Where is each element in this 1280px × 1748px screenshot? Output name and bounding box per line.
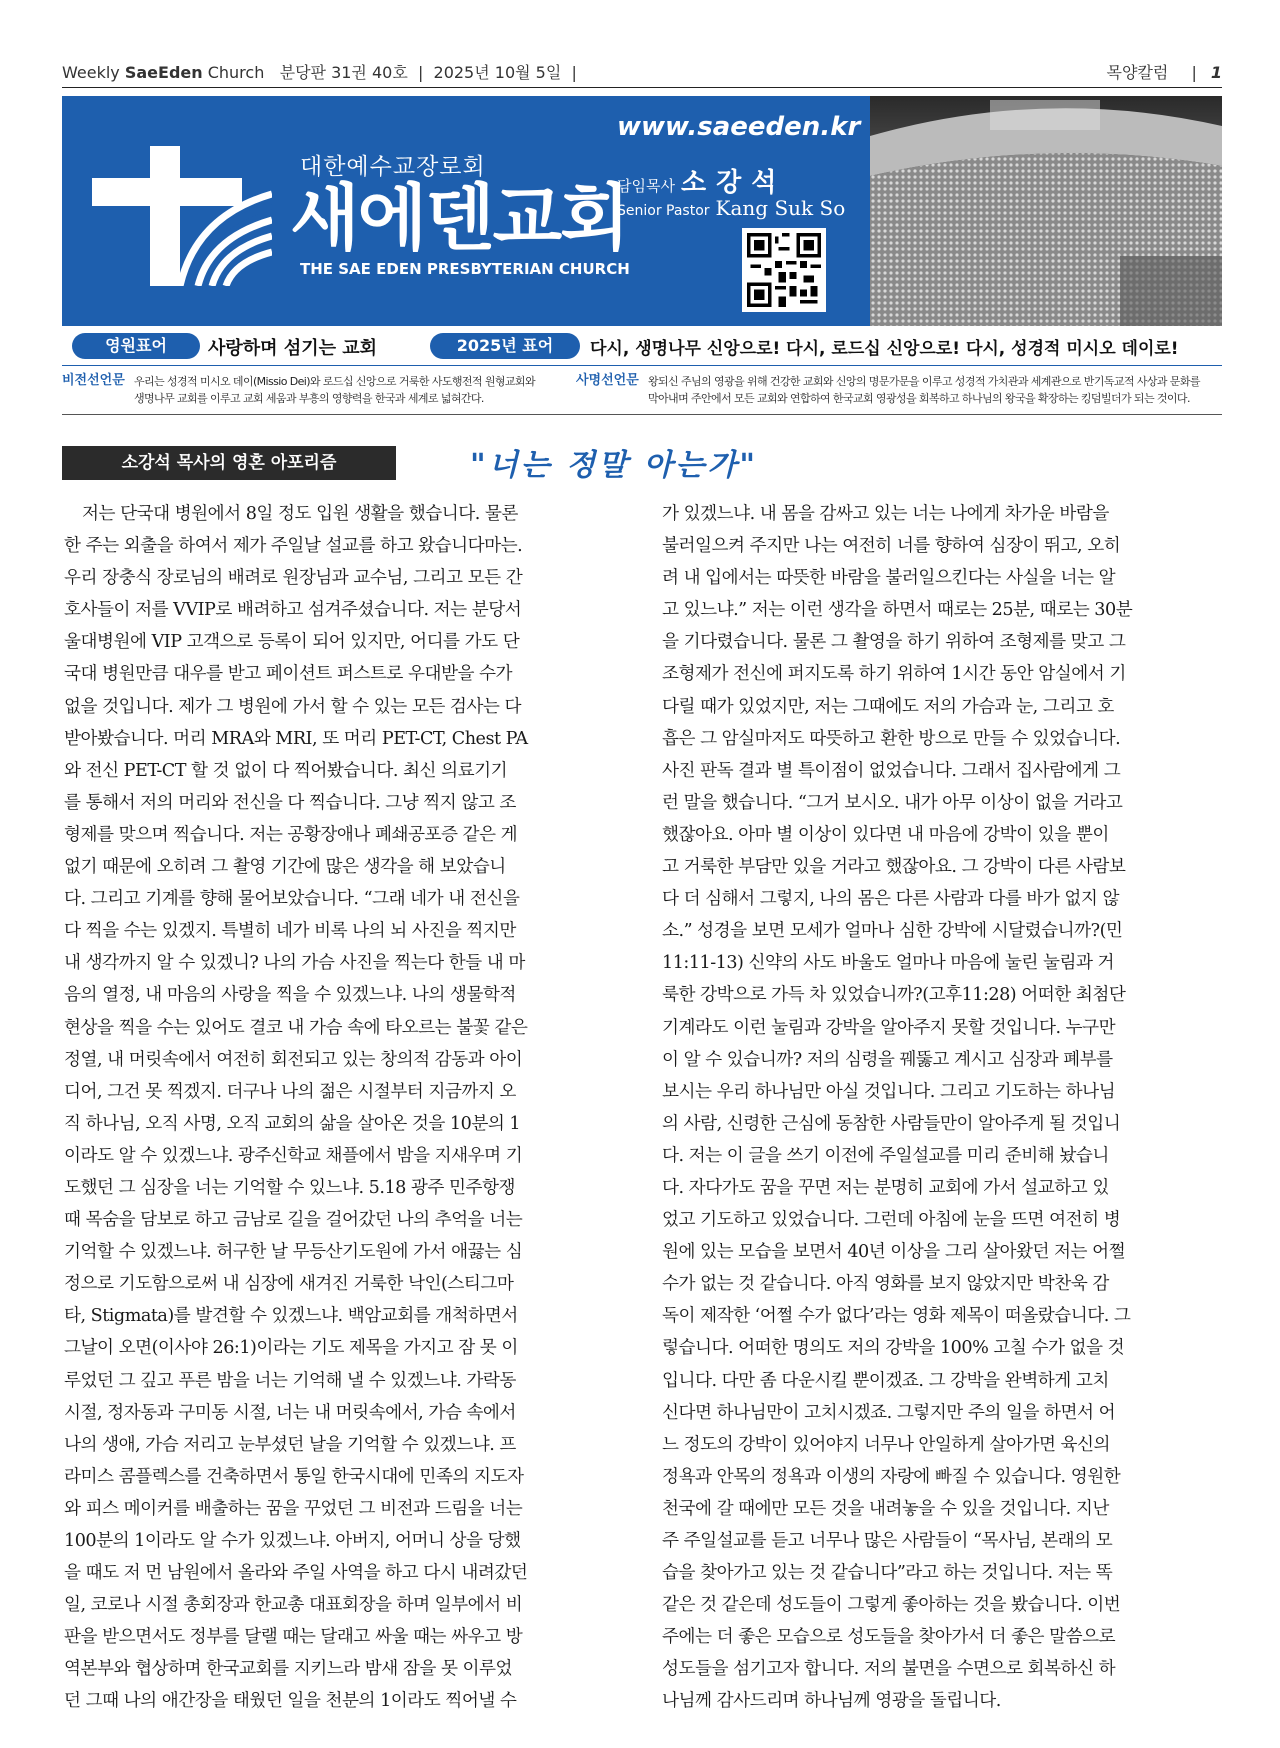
top-meta-bar [62, 58, 1222, 86]
article-line: 런 말을 했습니다. “그거 보시오. 내가 아무 이상이 없을 거라고 [662, 792, 1123, 813]
article-line: 주 주일설교를 듣고 너무나 많은 사람들이 “목사님, 본래의 모 [662, 1531, 1113, 1551]
page-number: 1 [1210, 63, 1222, 82]
article-line: 다 찍을 수는 있겠지. 특별히 네가 비록 나의 뇌 사진을 찍지만 [64, 921, 516, 942]
article-line: 정으로 기도함으로써 내 심장에 새겨진 거룩한 낙인(스티그마 [64, 1274, 514, 1295]
article-left-column [64, 498, 624, 1718]
pastor-name-ko: 소강석 [680, 168, 787, 198]
article-line: 호사들이 저를 VVIP로 배려하고 섬겨주셨습니다. 저는 분당서 [64, 600, 522, 621]
top-rule [62, 87, 1222, 88]
article-line: 이라도 알 수 있겠느냐. 광주신학교 채플에서 밤을 지새우며 기 [64, 1145, 523, 1166]
article-line: 을 기다렸습니다. 물론 그 촬영을 하기 위하여 조형제를 맞고 그 [662, 632, 1126, 653]
article-line: 정욕과 안목의 정욕과 이생의 자랑에 빠질 수 있습니다. 영원한 [662, 1466, 1121, 1487]
article-line: 루었던 그 깊고 푸른 밤을 너는 기억해 낼 수 있겠느냐. 가락동 [64, 1370, 516, 1391]
article-line: 을 때도 저 먼 남원에서 올라와 주일 사역을 하고 다시 내려갔던 [64, 1563, 528, 1584]
article-line: 주에는 더 좋은 모습으로 성도들을 찾아가서 더 좋은 말씀으로 [662, 1627, 1116, 1648]
article-line: 룩한 강박으로 가득 차 있었습니까?(고후11:28) 어떠한 최첨단 [662, 985, 1126, 1006]
issue-info: Weekly SaeEden Church 분당판 31권 40호 | 2025년 10월 5일 | [62, 63, 577, 82]
cross-logo-icon [92, 146, 272, 286]
article-line: 소.” 성경을 보면 모세가 얼마나 심한 강박에 시달렸습니까?(민 [662, 921, 1123, 942]
article-line: 기억할 수 있겠느냐. 허구한 날 무등산기도원에 가서 애끓는 심 [64, 1242, 523, 1263]
article-line: 없을 것입니다. 제가 그 병원에 가서 할 수 있는 모든 검사는 다 [64, 696, 522, 717]
article-line: 불러일으켜 주지만 나는 여전히 너를 향하여 심장이 뛰고, 오히 [662, 536, 1121, 557]
vision-line: 생명나무 교회를 이루고 교회 세움과 부흥의 영향력을 한국과 세계로 넓혀간다. [134, 392, 484, 405]
edition: 분당판 31권 40호 [279, 63, 408, 82]
article-line: 와 전신 PET-CT 할 것 없이 다 찍어봤습니다. 최신 의료기기 [64, 760, 508, 781]
article-line: 보시는 우리 하나님만 아실 것입니다. 그리고 기도하는 하나님 [662, 1081, 1116, 1102]
article-line: 다. 자다가도 꿈을 꾸면 저는 분명히 교회에 가서 설교하고 있 [662, 1177, 1109, 1198]
article-line: 나님께 감사드리며 하나님께 영광을 돌립니다. [662, 1691, 1001, 1712]
article-line: 와 피스 메이커를 배출하는 꿈을 꾸었던 그 비전과 드림을 너는 [64, 1498, 523, 1519]
weekly-suffix: Church [202, 63, 265, 82]
eternal-motto-label: 영원표어 [72, 333, 200, 359]
article-right-column [662, 498, 1222, 1718]
pastor-label-ko: 담임목사 [617, 177, 675, 195]
article-line: 그날이 오면(이사야 26:1)이라는 기도 제목을 가지고 잠 못 이 [64, 1338, 518, 1359]
weekly-brand: SaeEden [124, 63, 203, 82]
article-line: 다 더 심해서 그렇지, 나의 몸은 다른 사람과 다를 바가 없지 않 [662, 889, 1120, 910]
section-name: 목양칼럼 [1106, 63, 1169, 82]
article-line: 11:11-13) 신약의 사도 바울도 얼마나 마음에 눌린 눌림과 거 [662, 953, 1115, 974]
weekly-prefix: Weekly [62, 63, 125, 82]
year-motto-text: 다시, 생명나무 신앙으로! 다시, 로드십 신앙으로! 다시, 성경적 미시오 데이로! [590, 339, 1179, 359]
article-line: 한 주는 외출을 하여서 제가 주일날 설교를 하고 왔습니다마는. [64, 536, 523, 557]
article-line: 던 그때 나의 애간장을 태웠던 일을 천분의 1이라도 찍어낼 수 [64, 1691, 517, 1712]
article-line: 우리 장충식 장로님의 배려로 원장님과 교수님, 그리고 모든 간 [64, 568, 523, 589]
article-line: 했잖아요. 아마 별 이상이 있다면 내 마음에 강박이 있을 뿐이 [662, 824, 1109, 845]
article-line: 내 생각까지 알 수 있겠니? 나의 가슴 사진을 찍는다 한들 내 마 [64, 953, 525, 974]
article-line: 다. 저는 이 글을 쓰기 이전에 주일설교를 미리 준비해 놨습니 [662, 1145, 1109, 1166]
pastor-label-en: Senior Pastor [617, 203, 710, 219]
article-line: 울대병원에 VIP 고객으로 등록이 되어 있지만, 어디를 가도 단 [64, 632, 520, 653]
mission-line: 막아내며 주안에서 모든 교회와 연합하여 한국교회 영광성을 회복하고 하나님의 왕국을 확장하는 킹덤빌더가 되는 것이다. [648, 392, 1190, 405]
motto-bar [62, 326, 1222, 366]
article-line: 를 통해서 저의 머리와 전신을 다 찍습니다. 그냥 찍지 않고 조 [64, 792, 516, 813]
church-english-name: THE SAE EDEN PRESBYTERIAN CHURCH [300, 260, 630, 278]
article-line: 현상을 찍을 수는 있어도 결코 내 가슴 속에 타오르는 불꽃 같은 [64, 1017, 528, 1038]
article-line: 역본부와 협상하며 한국교회를 지키느라 밤새 잠을 못 이루었 [64, 1659, 513, 1680]
article-line: 원에 있는 모습을 보면서 40년 이상을 그리 살아왔던 저는 어쩔 [662, 1242, 1126, 1263]
article-line: 가 있겠느냐. 내 몸을 감싸고 있는 너는 나에게 차가운 바람을 [662, 504, 1109, 524]
article-line: 습을 찾아가고 있는 것 같습니다”라고 하는 것입니다. 저는 똑 [662, 1563, 1113, 1584]
pastor-name-en: Kang Suk So [715, 196, 846, 220]
article-line: 기계라도 이런 눌림과 강박을 알아주지 못할 것입니다. 누구만 [662, 1017, 1116, 1038]
issue-date: 2025년 10월 5일 [433, 63, 562, 82]
article-line: 이 알 수 있습니까? 저의 심령을 꿰뚫고 계시고 심장과 폐부를 [662, 1049, 1113, 1070]
pastor-english [617, 196, 845, 220]
article-line: 100분의 1이라도 알 수가 있겠느냐. 아버지, 어머니 상을 당했 [64, 1531, 521, 1551]
mission-label: 사명선언문 [576, 373, 639, 388]
article-line: 직 하나님, 오직 사명, 오직 교회의 삶을 살아온 것을 10분의 1 [64, 1113, 521, 1134]
article-line: 도했던 그 심장을 너는 기억할 수 있느냐. 5.18 광주 민주항쟁 [64, 1177, 516, 1198]
church-name: 새에덴교회 [290, 176, 628, 260]
article-line: 수가 없는 것 같습니다. 아직 영화를 보지 않았지만 박찬욱 감 [662, 1274, 1109, 1295]
year-motto-label: 2025년 표어 [430, 333, 580, 359]
article-line: 국대 병원만큼 대우를 받고 페이션트 퍼스트로 우대받을 수가 [64, 664, 513, 685]
article-line: 느 정도의 강박이 있어야지 너무나 안일하게 살아가면 육신의 [662, 1434, 1111, 1455]
article-line: 사진 판독 결과 별 특이점이 없었습니다. 그래서 집사람에게 그 [662, 760, 1121, 781]
article-line: 저는 단국대 병원에서 8일 정도 입원 생활을 했습니다. 물론 [82, 504, 518, 524]
article-line: 같은 것 같은데 성도들이 그렇게 좋아하는 것을 봤습니다. 이번 [662, 1595, 1121, 1616]
divider [62, 414, 1222, 415]
article-line: 렇습니다. 어떠한 명의도 저의 강박을 100% 고칠 수가 없을 것 [662, 1338, 1125, 1359]
article-line: 의 사람, 신령한 근심에 동참한 사람들만이 알아주게 될 것입니 [662, 1113, 1121, 1134]
vision-line: 우리는 성경적 미시오 데이(Missio Dei)와 로드십 신앙으로 거룩한 사도행전적 원형교회와 [134, 375, 535, 388]
congregation-photo [870, 96, 1222, 326]
article-line: 나의 생애, 가슴 저리고 눈부셨던 날을 기억할 수 있겠느냐. 프 [64, 1434, 516, 1455]
mission-line: 왕되신 주님의 영광을 위해 건강한 교회와 신앙의 명문가문을 이루고 성경적 가치관과 세계관으로 반기독교적 사상과 문화를 [648, 375, 1200, 388]
article-line: 다릴 때가 있었지만, 저는 그때에도 저의 가슴과 눈, 그리고 호 [662, 696, 1114, 717]
article-line: 다. 그리고 기계를 향해 물어보았습니다. “그래 네가 내 전신을 [64, 889, 520, 910]
article-line: 고 있느냐.” 저는 이런 생각을 하면서 때로는 25분, 때로는 30분 [662, 600, 1133, 621]
article-line: 었고 기도하고 있었습니다. 그런데 아침에 눈을 뜨면 여전히 병 [662, 1210, 1121, 1231]
article-line: 라미스 콤플렉스를 건축하면서 통일 한국시대에 민족의 지도자 [64, 1466, 524, 1487]
article-line: 천국에 갈 때에만 모든 것을 내려놓을 수 있을 것입니다. 지난 [662, 1498, 1109, 1519]
article-line: 타, Stigmata)를 발견할 수 있겠느냐. 백암교회를 개척하면서 [64, 1306, 518, 1327]
article-line: 없기 때문에 오히려 그 촬영 기간에 많은 생각을 해 보았습니 [64, 857, 506, 878]
column-name-banner: 소강석 목사의 영혼 아포리즘 [62, 446, 396, 480]
article-line: 디어, 그건 못 찍겠지. 더구나 나의 젊은 시절부터 지금까지 오 [64, 1081, 516, 1102]
article-line: 일, 코로나 시절 총회장과 한교총 대표회장을 하며 일부에서 비 [64, 1595, 523, 1616]
article-line: 독이 제작한 ‘어쩔 수가 없다’라는 영화 제목이 떠올랐습니다. 그 [662, 1306, 1131, 1327]
article-line: 형제를 맞으며 찍습니다. 저는 공황장애나 폐쇄공포증 같은 게 [64, 824, 518, 845]
article-line: 음의 열정, 내 마음의 사랑을 찍을 수 있겠느냐. 나의 생물학적 [64, 985, 516, 1006]
article-line: 받아봤습니다. 머리 MRA와 MRI, 또 머리 PET-CT, Chest PA [64, 728, 528, 749]
article-title: "너는 정말 아는가" [470, 448, 759, 483]
masthead [62, 96, 1222, 326]
article-line: 려 내 입에서는 따뜻한 바람을 불러일으킨다는 사실을 너는 알 [662, 568, 1116, 589]
pastor-korean [617, 162, 786, 199]
article-line: 신다면 하나님만이 고치시겠죠. 그렇지만 주의 일을 하면서 어 [662, 1402, 1116, 1423]
article-line: 성도들을 섬기고자 합니다. 저의 불면을 수면으로 회복하신 하 [662, 1659, 1116, 1680]
article-line: 흡은 그 암실마저도 따뜻하고 환한 방으로 만들 수 있었습니다. [662, 728, 1121, 749]
denomination: 대한예수교장로회 [300, 154, 486, 180]
eternal-motto-text: 사랑하며 섬기는 교회 [208, 338, 378, 359]
website-link[interactable]: www.saeeden.kr [617, 112, 861, 142]
article-line: 시절, 정자동과 구미동 시절, 너는 내 머릿속에서, 가슴 속에서 [64, 1402, 516, 1423]
vision-label: 비전선언문 [62, 373, 125, 388]
article-line: 조형제가 전신에 퍼지도록 하기 위하여 1시간 동안 암실에서 기 [662, 664, 1126, 685]
article-line: 판을 받으면서도 정부를 달랠 때는 달래고 싸울 때는 싸우고 방 [64, 1627, 523, 1648]
section-info: 목양칼럼 | 1 [1106, 63, 1222, 82]
article-line: 때 목숨을 담보로 하고 금남로 길을 걸어갔던 나의 추억을 너는 [64, 1210, 523, 1231]
article-line: 입니다. 다만 좀 다운시킬 뿐이겠죠. 그 강박을 완벽하게 고치 [662, 1370, 1109, 1391]
article-line: 정열, 내 머릿속에서 여전히 회전되고 있는 창의적 감동과 아이 [64, 1049, 523, 1070]
article-line: 고 거룩한 부담만 있을 거라고 했잖아요. 그 강박이 다른 사람보 [662, 857, 1126, 878]
qr-code-icon[interactable] [742, 228, 826, 312]
